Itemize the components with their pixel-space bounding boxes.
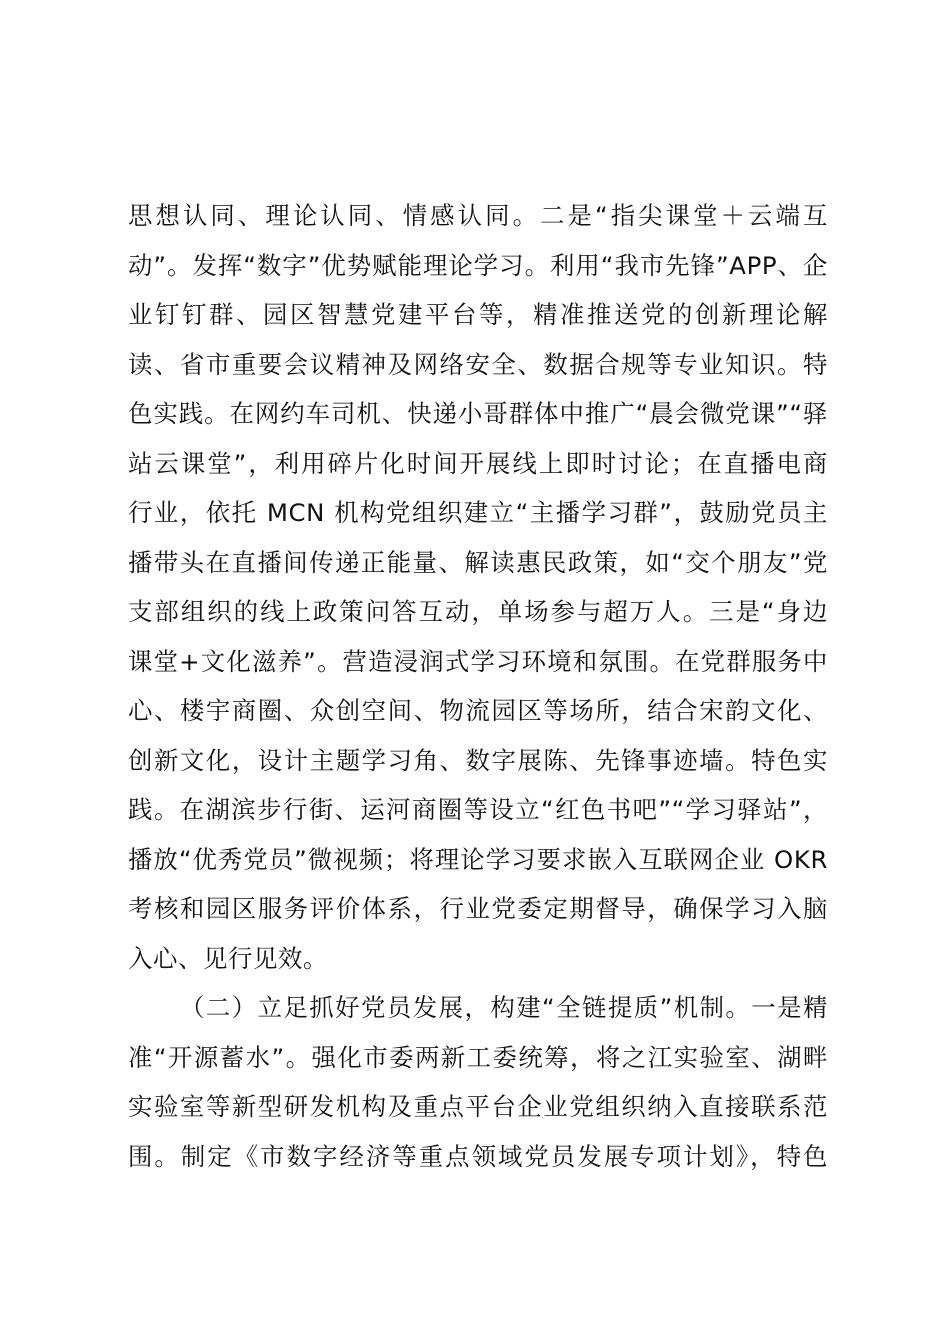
paragraph-line: 实验室等新型研发机构及重点平台企业党组织纳入直接联系范 — [128, 1092, 828, 1121]
paragraph-line: 读、省市重要会议精神及网络安全、数据合规等专业知识。特 — [128, 349, 828, 379]
paragraph-line: 播带头在直播间传递正能量、解读惠民政策，如“交个朋友”党 — [128, 547, 828, 577]
document-body — [128, 191, 828, 1181]
paragraph-line: 围。制定《市数字经济等重点领域党员发展专项计划》，特色 — [128, 1141, 828, 1171]
paragraph-line: 支部组织的线上政策问答互动，单场参与超万人。三是“身边 — [128, 597, 828, 626]
paragraph-line: 站云课堂”，利用碎片化时间开展线上即时讨论；在直播电商 — [128, 448, 828, 478]
paragraph-line: 播放“优秀党员”微视频；将理论学习要求嵌入互联网企业 OKR — [128, 844, 828, 874]
paragraph-1 — [128, 191, 828, 983]
paragraph-line: 课堂+文化滋养”。营造浸润式学习环境和氛围。在党群服务中 — [128, 646, 828, 676]
paragraph-line: 色实践。在网约车司机、快递小哥群体中推广“晨会微党课”“驿 — [128, 399, 828, 428]
paragraph-line: 践。在湖滨步行街、运河商圈等设立“红色书吧”“学习驿站”， — [128, 795, 828, 824]
paragraph-line: 动”。发挥“数字”优势赋能理论学习。利用“我市先锋”APP、企 — [128, 250, 828, 280]
paragraph-line: 行业，依托 MCN 机构党组织建立“主播学习群”，鼓励党员主 — [128, 498, 828, 527]
paragraph-line: 思想认同、理论认同、情感认同。二是“指尖课堂＋云端互 — [128, 201, 828, 230]
paragraph-2 — [128, 983, 828, 1181]
paragraph-line: 创新文化，设计主题学习角、数字展陈、先锋事迹墙。特色实 — [128, 745, 828, 775]
paragraph-line: 业钉钉群、园区智慧党建平台等，精准推送党的创新理论解 — [128, 300, 828, 329]
paragraph-line: 考核和园区服务评价体系，行业党委定期督导，确保学习入脑 — [128, 894, 828, 923]
section-heading-line: （二）立足抓好党员发展，构建“全链提质”机制。一是精 — [180, 993, 828, 1022]
paragraph-line: 入心、见行见效。 — [128, 943, 328, 973]
paragraph-line: 准“开源蓄水”。强化市委两新工委统筹，将之江实验室、湖畔 — [128, 1042, 828, 1072]
paragraph-line: 心、楼宇商圈、众创空间、物流园区等场所，结合宋韵文化、 — [128, 696, 828, 725]
